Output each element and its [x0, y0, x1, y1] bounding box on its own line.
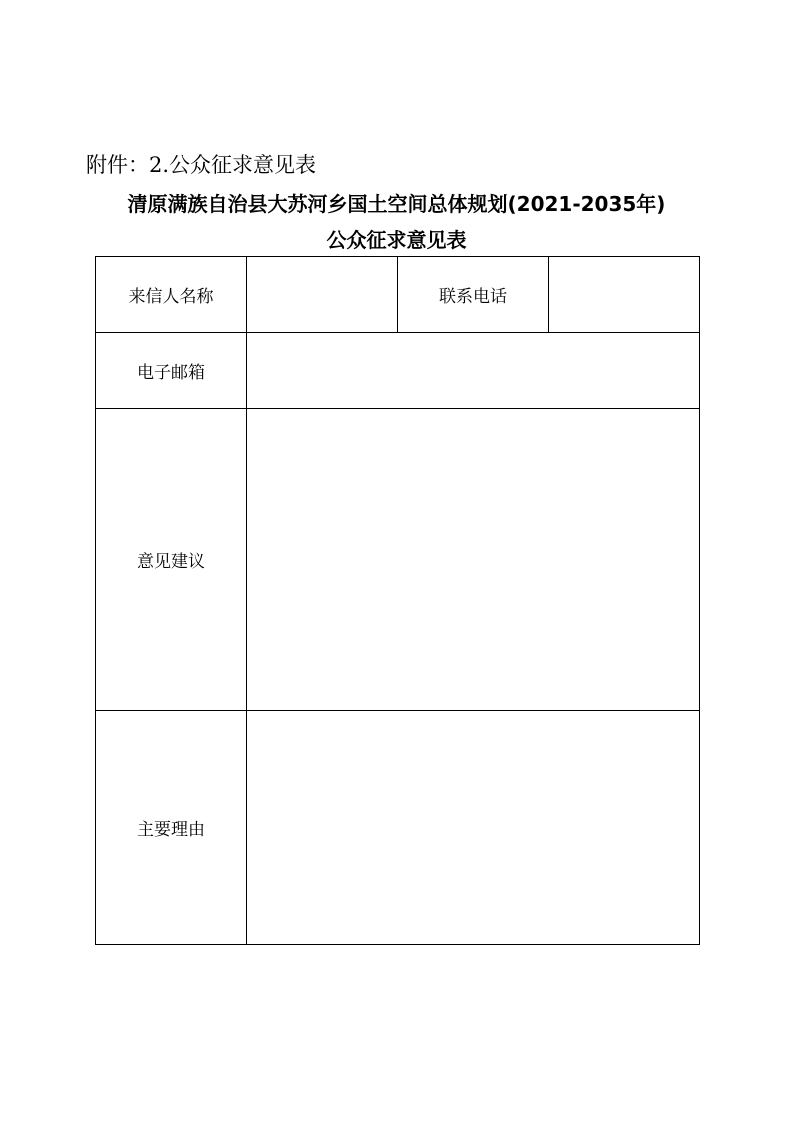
form-row-reason	[96, 711, 700, 945]
email-field[interactable]	[247, 333, 700, 409]
email-label: 电子邮箱	[96, 333, 247, 409]
form-row-opinion	[96, 409, 700, 711]
reason-label: 主要理由	[96, 711, 247, 945]
reason-field[interactable]	[247, 711, 700, 945]
document-title: 清原满族自治县大苏河乡国土空间总体规划(2021-2035年)	[127, 192, 666, 216]
opinion-form-table	[95, 256, 700, 945]
document-subtitle: 公众征求意见表	[326, 228, 467, 252]
sender-name-label: 来信人名称	[96, 257, 247, 333]
form-row-email	[96, 333, 700, 409]
sender-name-field[interactable]	[247, 257, 398, 333]
phone-field[interactable]	[549, 257, 700, 333]
form-row-contact	[96, 257, 700, 333]
opinion-field[interactable]	[247, 409, 700, 711]
phone-label: 联系电话	[398, 257, 549, 333]
opinion-label: 意见建议	[96, 409, 247, 711]
attachment-label: 附件：2.公众征求意见表	[86, 153, 317, 177]
